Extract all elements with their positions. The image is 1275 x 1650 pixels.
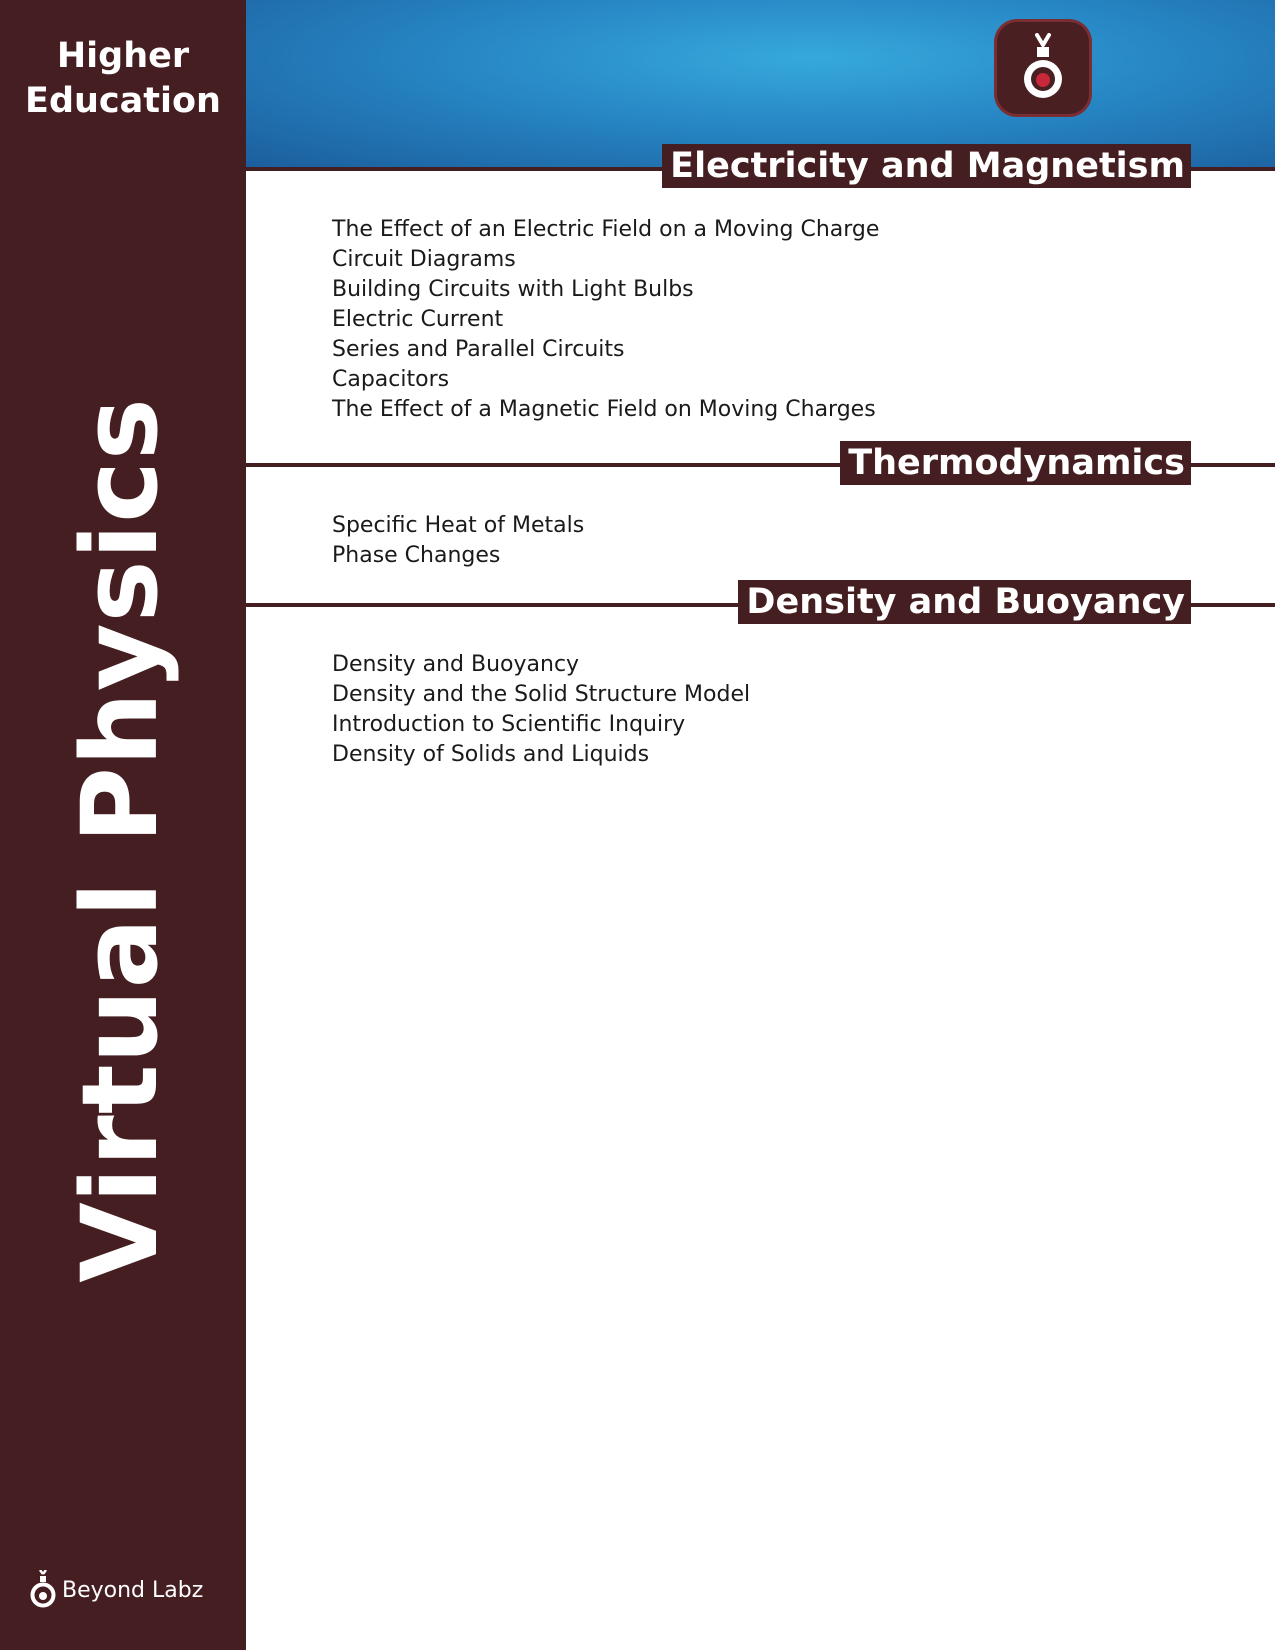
section-title-thermodynamics: Thermodynamics (840, 441, 1191, 485)
thermodynamics-topic-list (332, 511, 584, 571)
density-topic-list (332, 650, 750, 770)
list-item: Electric Current (332, 307, 504, 332)
electricity-topic-list (332, 215, 879, 425)
brand-logo (30, 1570, 203, 1610)
list-item: Series and Parallel Circuits (332, 337, 625, 362)
list-item: Capacitors (332, 367, 450, 392)
list-item: The Effect of a Magnetic Field on Moving Charges (332, 397, 876, 422)
sidebar-heading (0, 34, 246, 124)
flask-logo-icon (997, 22, 1089, 114)
flask-icon (30, 1570, 56, 1610)
list-item: Circuit Diagrams (332, 247, 516, 272)
section-title-density: Density and Buoyancy (738, 580, 1191, 624)
sidebar-heading-line2: Education (25, 81, 221, 121)
sidebar-heading-line1: Higher (56, 36, 190, 76)
list-item: Density and the Solid Structure Model (332, 682, 751, 707)
list-item: Density of Solids and Liquids (332, 742, 650, 767)
list-item: Phase Changes (332, 543, 501, 568)
list-item: Introduction to Scientific Inquiry (332, 712, 686, 737)
section-title-electricity: Electricity and Magnetism (662, 144, 1191, 188)
sidebar (0, 0, 246, 1650)
list-item: Density and Buoyancy (332, 652, 580, 677)
list-item: The Effect of an Electric Field on a Moving Charge (332, 217, 880, 242)
list-item: Specific Heat of Metals (332, 513, 585, 538)
list-item: Building Circuits with Light Bulbs (332, 277, 694, 302)
brand-name: Beyond Labz (62, 1577, 204, 1603)
product-title: Virtual Physics (59, 397, 181, 1283)
